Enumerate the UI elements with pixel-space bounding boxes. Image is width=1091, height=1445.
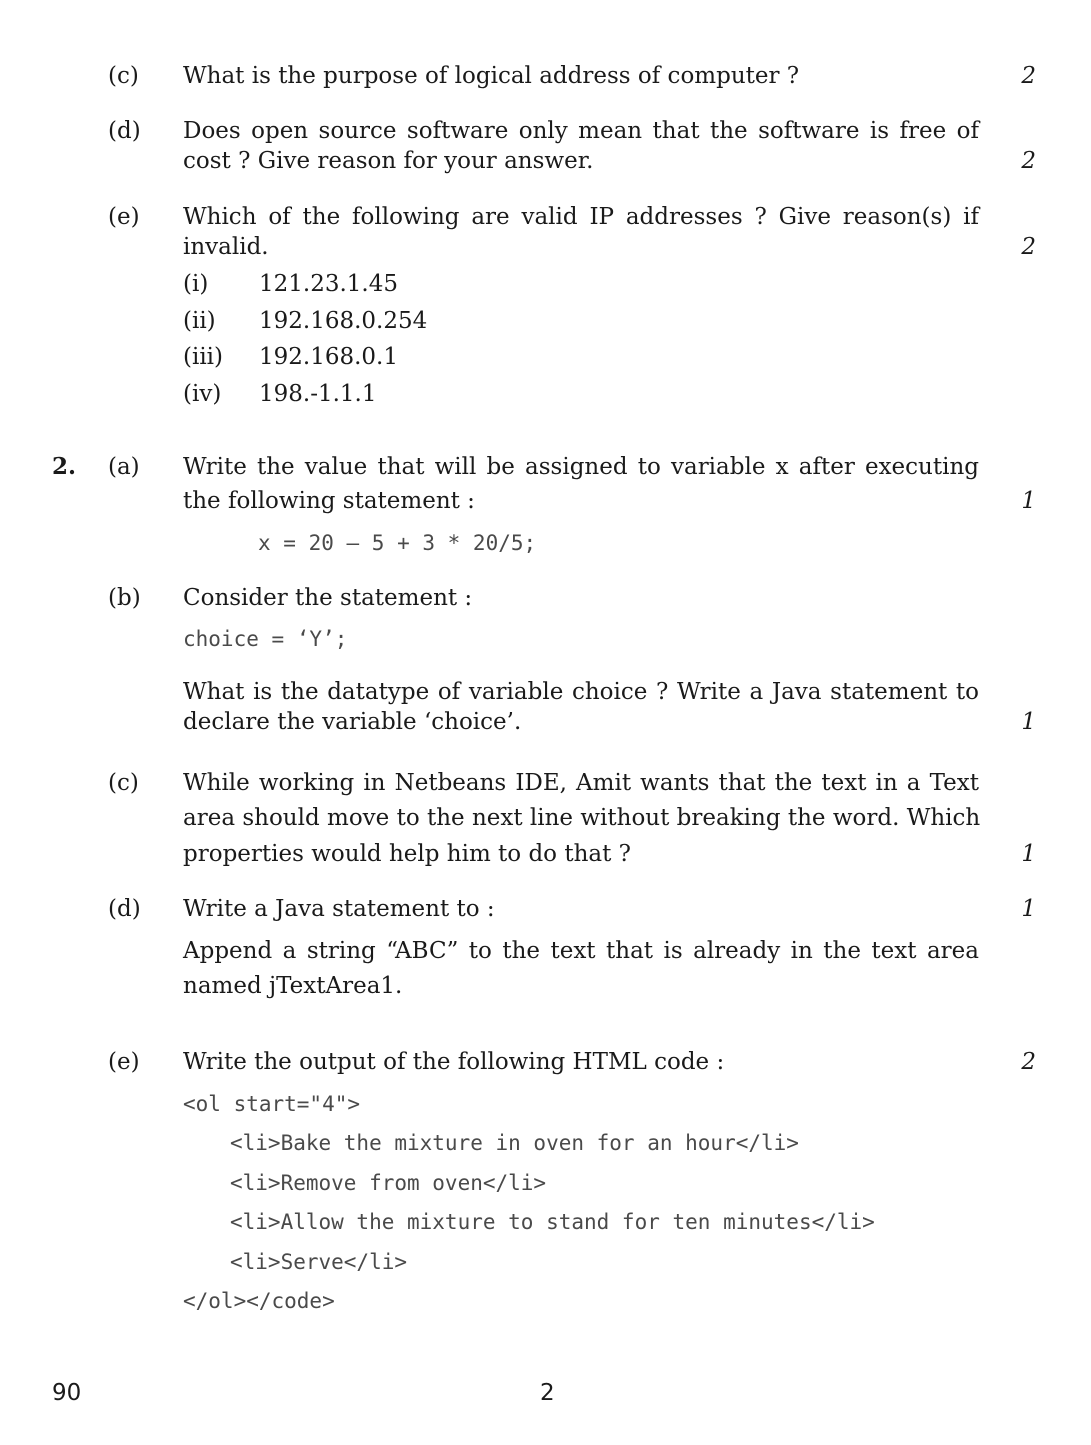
ip-option-value: 121.23.1.45 — [259, 271, 398, 297]
q2a-line1: Write the value that will be assigned to variable x after executing — [183, 454, 979, 480]
q2d-line2: Append a string “ABC” to the text that is already in the text area — [183, 938, 979, 964]
ip-option-num: (i) — [183, 271, 209, 297]
q2e-label: (e) — [108, 1049, 140, 1075]
page-number: 2 — [540, 1380, 555, 1406]
ip-option-num: (ii) — [183, 308, 216, 334]
html-code-line: <li>Remove from oven</li> — [230, 1171, 547, 1195]
q1e-line1: Which of the following are valid IP addresses ? Give reason(s) if — [183, 204, 979, 230]
q2b-line2: What is the datatype of variable choice ? Write a Java statement to — [183, 679, 979, 705]
q2d-line1: Write a Java statement to : — [183, 896, 495, 922]
q2d-label: (d) — [108, 896, 141, 922]
ip-option-value: 192.168.0.254 — [259, 308, 428, 334]
q2a-label: (a) — [108, 454, 140, 480]
q2a-marks: 1 — [1021, 488, 1036, 514]
html-code-line: <ol start="4"> — [183, 1092, 361, 1116]
q2e-marks: 2 — [1021, 1049, 1036, 1075]
q2b-code: choice = ‘Y’; — [183, 627, 348, 651]
q1e-marks: 2 — [1021, 234, 1036, 260]
q2b-marks: 1 — [1021, 709, 1036, 735]
q1d-marks: 2 — [1021, 148, 1036, 174]
q2c-label: (c) — [108, 770, 139, 796]
q2c-line3: properties would help him to do that ? — [183, 841, 631, 867]
q2e-line1: Write the output of the following HTML code : — [183, 1049, 725, 1075]
q2c-line2: area should move to the next line without breaking the word. Which — [183, 805, 981, 831]
q2a-line2: the following statement : — [183, 488, 475, 514]
q1e-line2: invalid. — [183, 234, 269, 260]
ip-option-num: (iii) — [183, 344, 224, 370]
q1c-marks: 2 — [1021, 63, 1036, 89]
q2d-line3: named jTextArea1. — [183, 973, 403, 999]
q2c-line1: While working in Netbeans IDE, Amit wants that the text in a Text — [183, 770, 979, 796]
ip-option-num: (iv) — [183, 381, 222, 407]
q2a-code: x = 20 – 5 + 3 * 20/5; — [258, 531, 537, 555]
html-code-line: <li>Allow the mixture to stand for ten minutes</li> — [230, 1210, 875, 1234]
q2-number: 2. — [52, 453, 77, 480]
q2b-line3: declare the variable ‘choice’. — [183, 709, 522, 735]
q1c-label: (c) — [108, 63, 139, 89]
q1d-line2: cost ? Give reason for your answer. — [183, 148, 594, 174]
paper-code: 90 — [52, 1380, 82, 1406]
q2b-line1: Consider the statement : — [183, 585, 473, 611]
q1d-label: (d) — [108, 118, 141, 144]
q2d-marks: 1 — [1021, 896, 1036, 922]
q1d-line1: Does open source software only mean that the software is free of — [183, 118, 979, 144]
ip-option-value: 192.168.0.1 — [259, 344, 398, 370]
html-code-line: <li>Serve</li> — [230, 1250, 408, 1274]
html-code-line: </ol></code> — [183, 1289, 335, 1313]
q1c-text: What is the purpose of logical address of computer ? — [183, 63, 800, 89]
html-code-line: <li>Bake the mixture in oven for an hour</li> — [230, 1131, 799, 1155]
q1e-label: (e) — [108, 204, 140, 230]
q2c-marks: 1 — [1021, 841, 1036, 867]
ip-option-value: 198.-1.1.1 — [259, 381, 377, 407]
q2b-label: (b) — [108, 585, 141, 611]
